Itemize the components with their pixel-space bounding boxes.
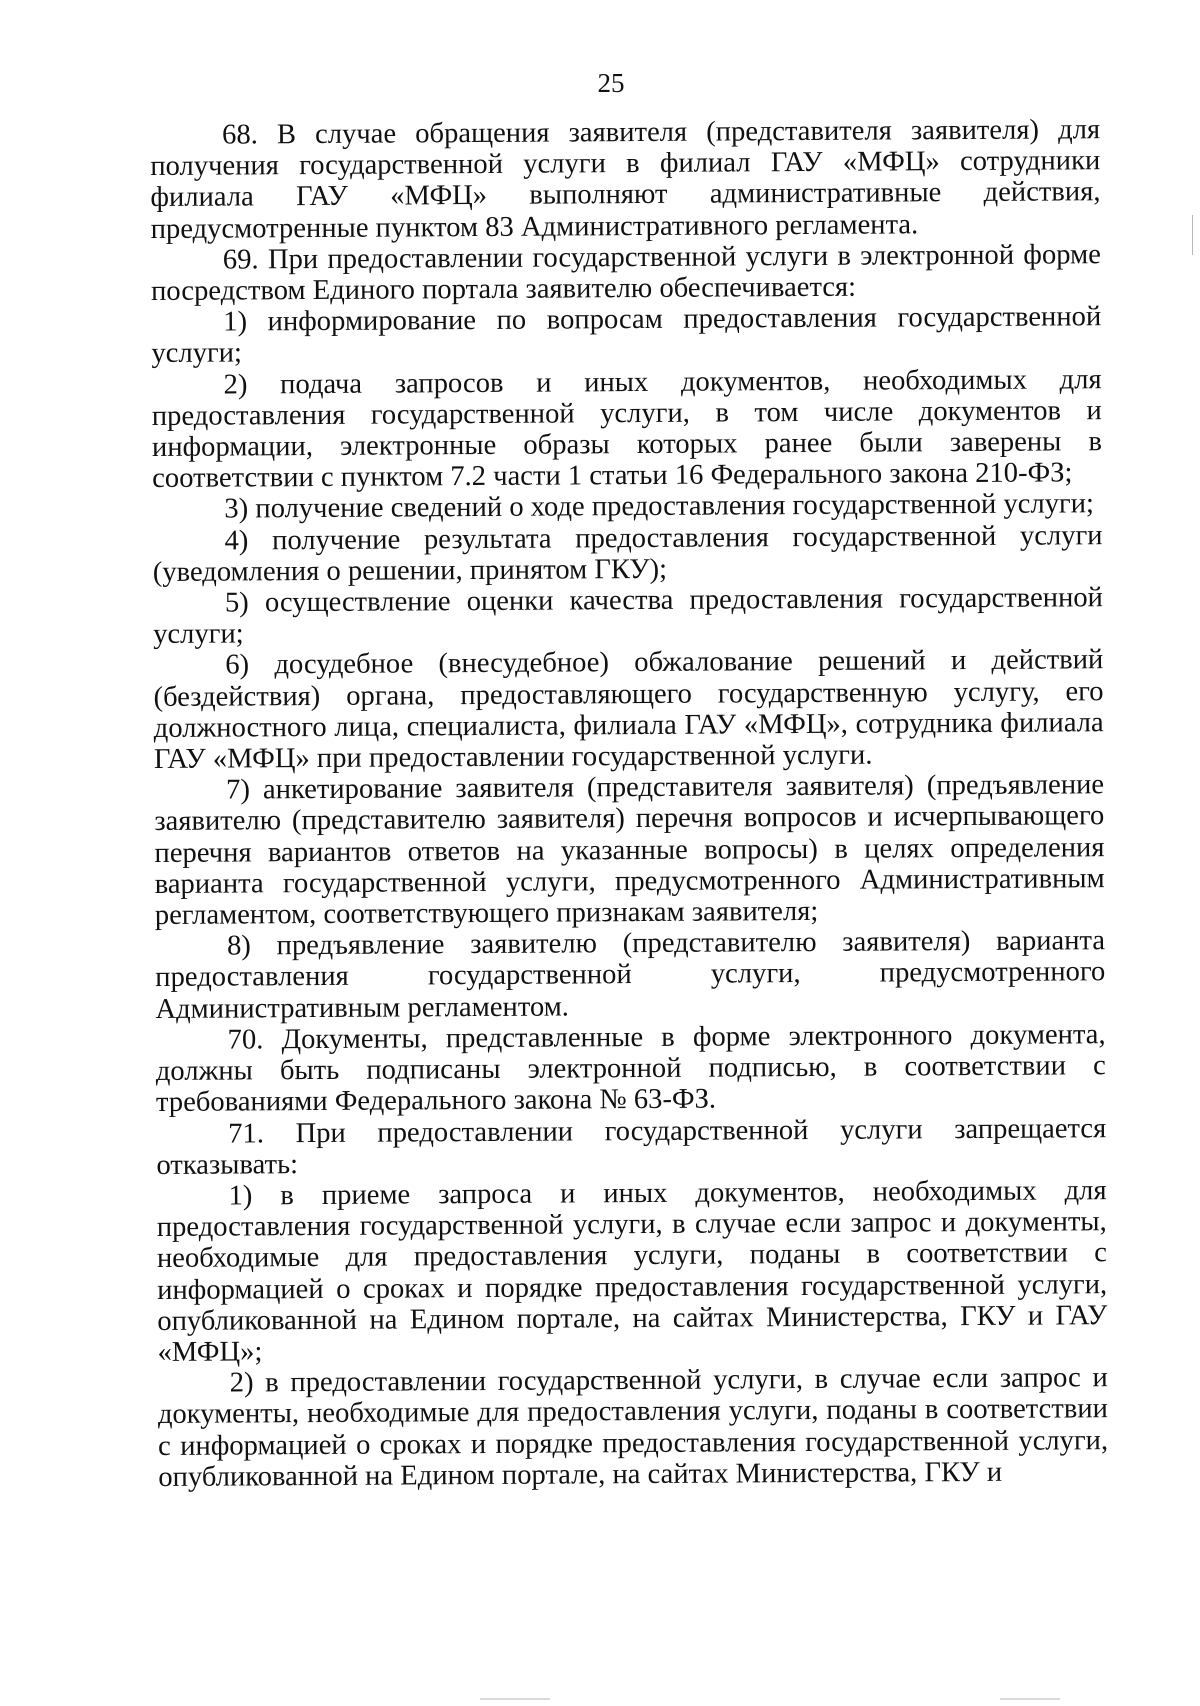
list-item-69-6: 6) досудебное (внесудебное) обжалование решений и действий (бездействия) органа, предоставляющего государственную услугу, его должностного лица, специалиста, филиала ГАУ «МФЦ», сотрудника филиала ГАУ «МФЦ» при предоставлении государственной услуги.: [153, 644, 1104, 776]
scan-artifact-bottom-right: [1000, 1698, 1060, 1700]
document-body: [150, 114, 1108, 1493]
list-item-69-2: 2) подача запросов и иных документов, необходимых для предоставления государственной услуги, в том числе документов и информации, электронные образы которых ранее были заверены в соответствии с пунктом 7.2 части 1 статьи 16 Федерального закона 210-ФЗ;: [151, 363, 1103, 495]
page-number: 25: [597, 68, 625, 98]
scan-artifact-bottom-left: [480, 1698, 550, 1700]
paragraph-71: 71. При предоставлении государственной услуги запрещается отказывать:: [156, 1112, 1107, 1181]
list-item-69-5: 5) осуществление оценки качества предоставления государственной услуги;: [153, 582, 1104, 651]
list-item-71-2: 2) в предоставлении государственной услуги, в случае если запрос и документы, необходимые для предоставления услуги, поданы в соответствии с информацией о сроках и порядке предоставления государственной услуги, опубликованной на Едином портале, на сайтах Министерства, ГКУ и: [157, 1362, 1109, 1493]
paragraph-69: 69. При предоставлении государственной услуги в электронной форме посредством Единого портала заявителю обеспечивается:: [150, 239, 1101, 308]
list-item-71-1: 1) в приеме запроса и иных документов, необходимых для предоставления государственной услуги, в случае если запрос и документы, необходимые для предоставления услуги, поданы в соответствии с информацией о сроках и порядке предоставления государственной услуги, опубликованной на Едином портале, на сайтах Министерства, ГКУ и ГАУ «МФЦ»;: [156, 1175, 1108, 1368]
list-item-69-3: 3) получение сведений о ходе предоставления государственной услуги;: [224, 488, 1095, 525]
list-item-69-1: 1) информирование по вопросам предоставления государственной услуги;: [151, 301, 1102, 370]
scan-artifact-right-edge: [1192, 215, 1193, 255]
paragraph-68: 68. В случае обращения заявителя (представителя заявителя) для получения государственной услуги в филиал ГАУ «МФЦ» сотрудники филиала ГАУ «МФЦ» выполняют административные действия, предусмотренные пунктом 83 Административного регламента.: [150, 114, 1101, 245]
list-item-69-4: 4) получение результата предоставления государственной услуги (уведомления о решении, принятом ГКУ);: [152, 519, 1103, 588]
list-item-69-7: 7) анкетирование заявителя (представителя заявителя) (предъявление заявителю (представителю заявителя) перечня вопросов и исчерпывающего перечня вариантов ответов на указанные вопросы) в целях определения варианта государственной услуги, предусмотренного Административным регламентом, соответствующего признакам заявителя;: [154, 769, 1105, 932]
list-item-69-8: 8) предъявление заявителю (представителю заявителя) варианта предоставления государственной услуги, предусмотренного Административным регламентом.: [155, 925, 1106, 1025]
paragraph-70: 70. Документы, представленные в форме электронного документа, должны быть подписаны электронной подписью, в соответствии с требованиями Федерального закона № 63-ФЗ.: [155, 1019, 1106, 1119]
